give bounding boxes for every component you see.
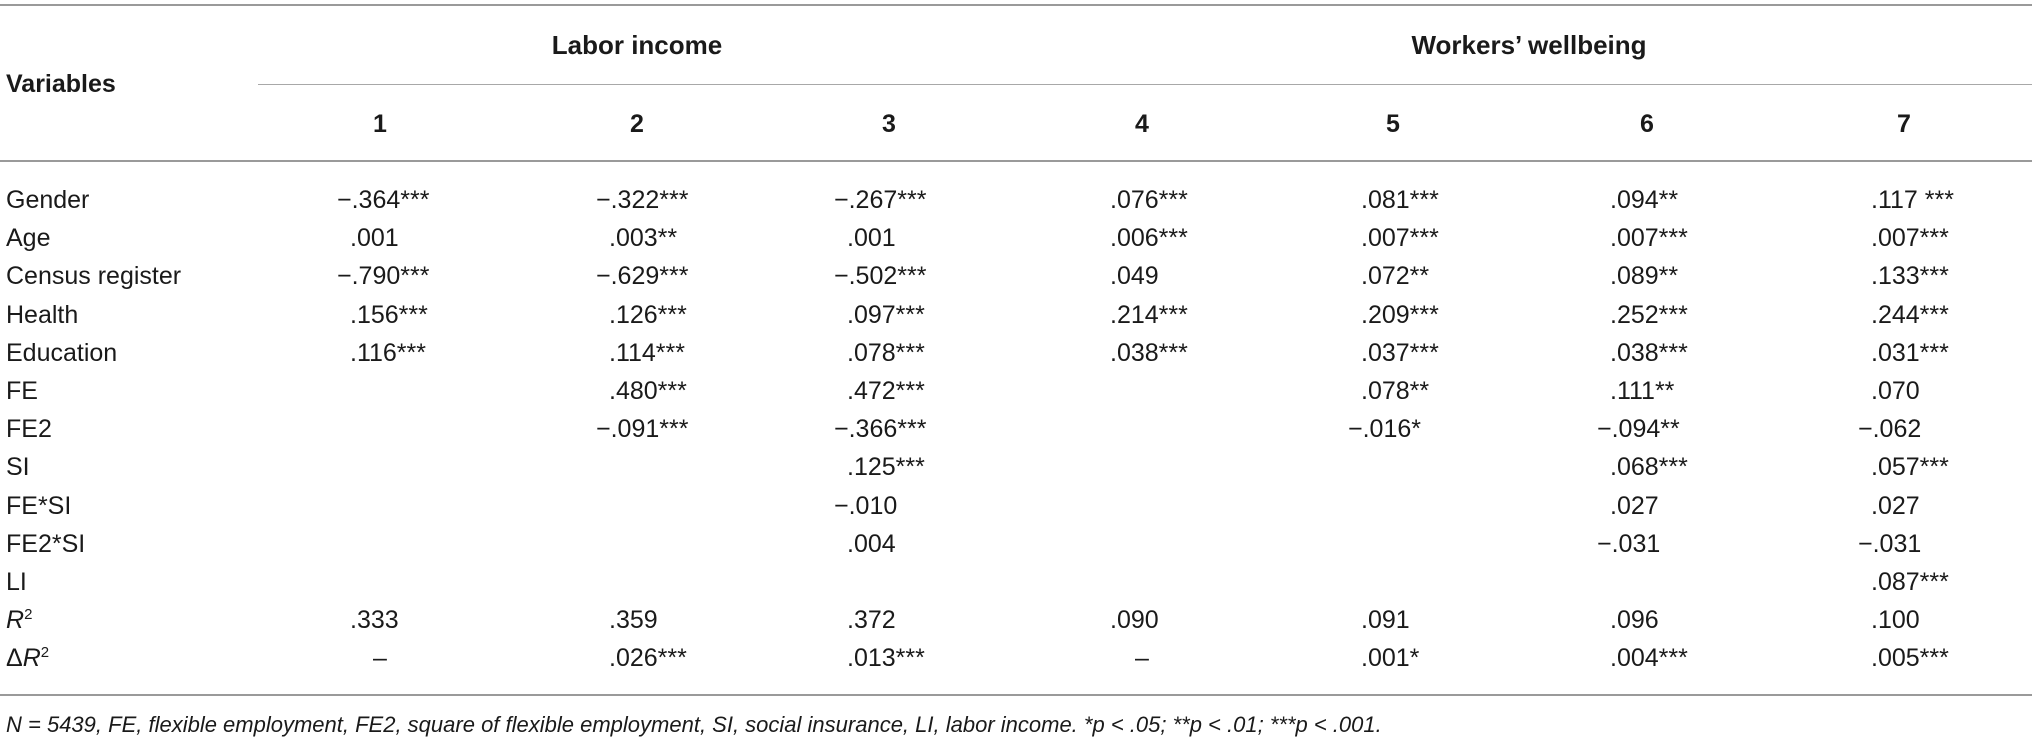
table-bottom-rule — [0, 694, 2032, 696]
column-header-6: 6 — [1640, 110, 1654, 138]
table-cell: .078*** — [847, 338, 925, 367]
table-cell: .209*** — [1361, 300, 1439, 329]
table-cell: .037*** — [1361, 338, 1439, 367]
table-cell: −.322*** — [596, 186, 689, 214]
column-header-4: 4 — [1135, 110, 1149, 138]
table-cell: .013*** — [847, 644, 925, 673]
row-label — [6, 606, 32, 635]
row-label: FE*SI — [6, 491, 72, 520]
table-cell: .094** — [1610, 186, 1679, 214]
table-row — [0, 262, 2032, 300]
table-top-rule — [0, 4, 2032, 6]
row-label: Health — [6, 300, 79, 329]
table-cell: −.267*** — [834, 186, 927, 214]
table-cell: .070 — [1871, 377, 1920, 405]
table-cell: −.366*** — [834, 415, 927, 444]
table-row — [0, 453, 2032, 491]
table-cell: .090 — [1110, 606, 1159, 635]
group-header-labor-income: Labor income — [551, 30, 723, 60]
table-cell: .117 *** — [1871, 186, 1954, 214]
table-cell: .333 — [350, 606, 399, 635]
group-header-workers-wellbeing: Workers’ wellbeing — [1411, 30, 1647, 60]
table-row — [0, 186, 2032, 224]
table-cell: .007*** — [1871, 224, 1949, 253]
table-cell: .116*** — [350, 338, 426, 367]
column-header-5: 5 — [1386, 110, 1400, 138]
table-cell: .038*** — [1110, 338, 1188, 367]
table-cell: .072** — [1361, 262, 1430, 291]
column-header-3: 3 — [882, 110, 896, 138]
table-cell: .078** — [1361, 377, 1430, 405]
table-cell: .004 — [847, 529, 896, 558]
table-cell: – — [373, 644, 387, 673]
variables-header: Variables — [6, 70, 116, 98]
table-cell: .244*** — [1871, 300, 1949, 329]
header-bottom-rule — [0, 160, 2032, 162]
table-cell: .126*** — [609, 300, 687, 329]
row-label: FE — [6, 377, 38, 405]
table-row — [0, 530, 2032, 568]
table-cell: .004*** — [1610, 644, 1688, 673]
table-cell: .359 — [609, 606, 658, 635]
row-label-superscript: 2 — [40, 644, 50, 662]
table-cell: .007*** — [1610, 224, 1688, 253]
table-cell: −.364*** — [337, 186, 430, 214]
row-label-main: R — [6, 606, 25, 635]
table-row — [0, 415, 2032, 453]
table-cell: .006*** — [1110, 224, 1188, 253]
table-cell: – — [1135, 644, 1149, 673]
table-cell: .057*** — [1871, 453, 1949, 482]
table-row — [0, 492, 2032, 530]
table-row — [0, 339, 2032, 377]
row-label-main: R — [22, 644, 41, 673]
table-cell: .091 — [1361, 606, 1410, 635]
table-cell: .100 — [1871, 606, 1920, 635]
table-cell: .480*** — [609, 377, 687, 405]
table-cell: .372 — [847, 606, 896, 635]
row-label: Gender — [6, 186, 90, 214]
table-cell: −.629*** — [596, 262, 689, 291]
table-footnote: N = 5439, FE, flexible employment, FE2, square of flexible employment, SI, social insurance, LI, labor income. *p < .05; **p < .01; ***p < .001. — [6, 712, 1382, 737]
table-cell: .214*** — [1110, 300, 1188, 329]
table-cell: −.094** — [1597, 415, 1680, 444]
table-cell: .125*** — [847, 453, 925, 482]
table-cell: .097*** — [847, 300, 925, 329]
table-cell: .081*** — [1361, 186, 1439, 214]
table-cell: .001* — [1361, 644, 1420, 673]
table-cell: .001 — [350, 224, 399, 253]
table-cell: .252*** — [1610, 300, 1688, 329]
row-label — [6, 644, 49, 673]
table-cell: .027 — [1871, 491, 1920, 520]
table-cell: .038*** — [1610, 338, 1688, 367]
table-cell: .031*** — [1871, 338, 1949, 367]
table-cell: −.010 — [834, 491, 898, 520]
table-cell: −.502*** — [834, 262, 927, 291]
row-label: FE2*SI — [6, 529, 86, 558]
row-label: Census register — [6, 262, 182, 291]
table-cell: .001 — [847, 224, 896, 253]
table-cell: −.031 — [1858, 529, 1922, 558]
table-cell: −.790*** — [337, 262, 430, 291]
column-header-1: 1 — [373, 110, 387, 138]
table-row — [0, 224, 2032, 262]
table-cell: −.016* — [1348, 415, 1421, 444]
table-cell: .026*** — [609, 644, 687, 673]
table-row — [0, 377, 2032, 415]
table-cell: .111** — [1610, 377, 1675, 405]
column-header-2: 2 — [630, 110, 644, 138]
table-cell: .133*** — [1871, 262, 1949, 291]
table-cell: .076*** — [1110, 186, 1188, 214]
table-cell: .156*** — [350, 300, 428, 329]
table-row — [0, 568, 2032, 606]
row-label: LI — [6, 568, 27, 596]
row-label: Age — [6, 224, 51, 253]
table-cell: .096 — [1610, 606, 1659, 635]
table-cell: .003** — [609, 224, 678, 253]
table-cell: .049 — [1110, 262, 1159, 291]
table-cell: −.031 — [1597, 529, 1661, 558]
table-cell: .089** — [1610, 262, 1679, 291]
row-label-superscript: 2 — [24, 606, 33, 624]
row-label: SI — [6, 453, 30, 482]
table-cell: .472*** — [847, 377, 925, 405]
table-row — [0, 301, 2032, 339]
table-row — [0, 644, 2032, 682]
table-cell: .114*** — [609, 338, 685, 367]
column-header-7: 7 — [1897, 110, 1911, 138]
row-label-prefix: Δ — [6, 644, 23, 673]
table-cell: .027 — [1610, 491, 1659, 520]
table-cell: .068*** — [1610, 453, 1688, 482]
table-cell: −.062 — [1858, 415, 1922, 444]
row-label: Education — [6, 338, 118, 367]
row-label: FE2 — [6, 415, 52, 444]
table-cell: −.091*** — [596, 415, 689, 444]
table-row — [0, 606, 2032, 644]
table-cell: .007*** — [1361, 224, 1439, 253]
table-cell: .087*** — [1871, 568, 1949, 596]
group-underline — [258, 84, 2032, 85]
table-cell: .005*** — [1871, 644, 1949, 673]
